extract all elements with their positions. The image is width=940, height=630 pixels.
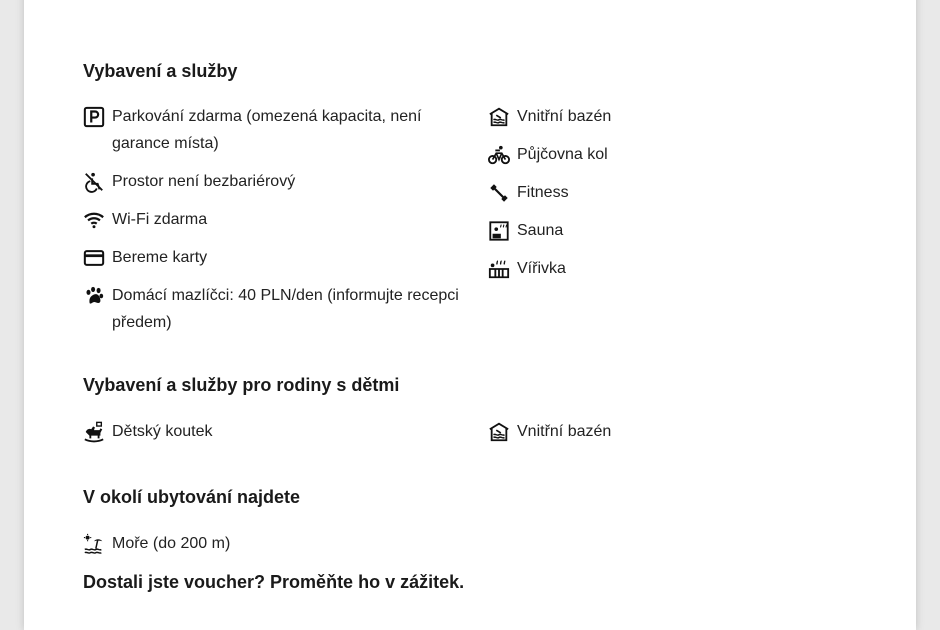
- amenity-label: Prostor není bezbariérový: [112, 173, 296, 190]
- family-heading: Vybavení a služby pro rodiny s dětmi: [83, 375, 400, 395]
- family-right-column: [488, 420, 868, 458]
- family-item-kids-corner: [83, 420, 463, 445]
- amenity-label: Moře (do 200 m): [112, 535, 231, 552]
- family-item-pool: [488, 420, 868, 445]
- amenity-label: Vnitřní bazén: [517, 108, 612, 125]
- amenity-item-cards: [83, 246, 463, 271]
- amenity-label: Vířivka: [517, 260, 566, 277]
- amenity-label: Wi-Fi zdarma: [112, 211, 208, 228]
- hot-tub-icon: [488, 258, 510, 280]
- wifi-icon: [83, 209, 105, 231]
- amenities-heading: Vybavení a služby: [83, 61, 238, 81]
- amenity-item-bikes: [488, 143, 868, 168]
- amenity-label: Vnitřní bazén: [517, 423, 612, 440]
- amenity-label: Půjčovna kol: [517, 146, 608, 163]
- amenity-item-pets: [83, 284, 463, 336]
- amenity-label: Fitness: [517, 184, 569, 201]
- nearby-heading: V okolí ubytování najdete: [83, 487, 301, 507]
- voucher-heading: Dostali jste voucher? Proměňte ho v zážitek.: [83, 572, 465, 592]
- amenity-label: Domácí mazlíčci: 40 PLN/den (informujte recepci předem): [112, 287, 459, 331]
- nearby-left-column: [83, 532, 463, 570]
- indoor-pool-icon: [488, 106, 510, 128]
- amenity-label: Dětský koutek: [112, 423, 213, 440]
- amenities-left-column: [83, 105, 463, 349]
- credit-card-icon: [83, 247, 105, 269]
- content-card: [24, 0, 916, 630]
- amenity-item-accessibility: [83, 170, 463, 195]
- amenity-item-sauna: [488, 219, 868, 244]
- indoor-pool-icon: [488, 421, 510, 443]
- rocking-horse-icon: [83, 421, 105, 443]
- nearby-item-sea: [83, 532, 463, 557]
- sauna-icon: [488, 220, 510, 242]
- dumbbell-icon: [488, 182, 510, 204]
- parking-icon: [83, 106, 105, 128]
- amenity-item-hot-tub: [488, 257, 868, 282]
- amenity-label: Parkování zdarma (omezená kapacita, není garance místa): [112, 108, 422, 152]
- amenity-item-pool: [488, 105, 868, 130]
- family-left-column: [83, 420, 463, 458]
- no-wheelchair-icon: [83, 171, 105, 193]
- amenity-label: Bereme karty: [112, 249, 208, 266]
- beach-icon: [83, 533, 105, 555]
- amenity-label: Sauna: [517, 222, 564, 239]
- amenity-item-fitness: [488, 181, 868, 206]
- amenity-item-wifi: [83, 208, 463, 233]
- bike-rental-icon: [488, 144, 510, 166]
- paw-icon: [83, 285, 105, 307]
- amenity-item-parking: [83, 105, 463, 157]
- amenities-right-column: [488, 105, 868, 295]
